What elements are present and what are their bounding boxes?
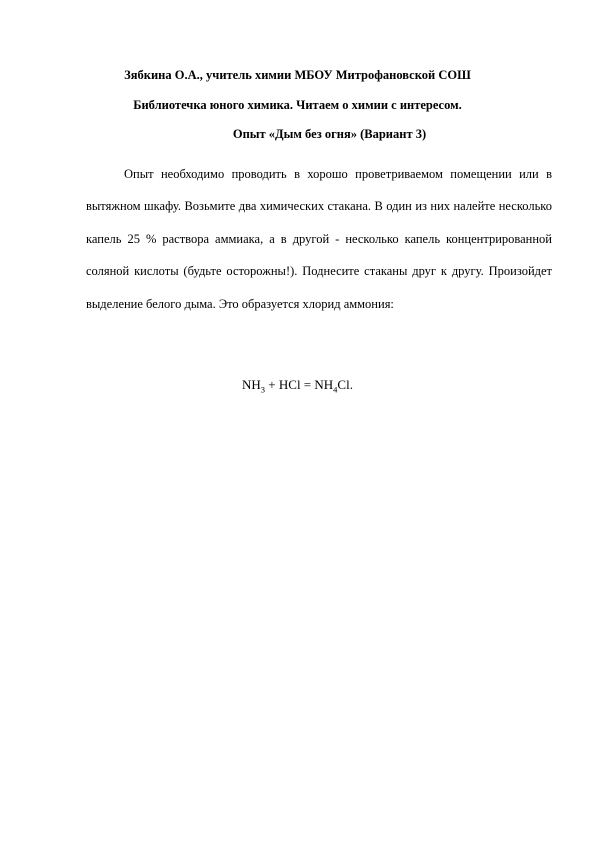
- experiment-title: Опыт «Дым без огня» (Вариант 3): [232, 127, 427, 141]
- author-line: Зябкина О.А., учитель химии МБОУ Митрофановской СОШ: [124, 68, 471, 82]
- equation-end: Cl.: [337, 377, 353, 392]
- equation-middle: + HCl = NH: [265, 377, 334, 392]
- equation-sub-3: 3: [260, 384, 266, 395]
- experiment-description: Опыт необходимо проводить в хорошо проветриваемом помещении или в вытяжном шкафу. Возьмите два химических стакана. В один из них налейте несколько капель 25 % раствора аммиака, а в другой - несколько капель концентрированной соляной кислоты (будьте осторожны!). Поднесите стаканы друг к другу. Произойдет выделение белого дыма. Это образуется хлорид аммония:: [86, 167, 552, 311]
- reaction-equation: [0, 377, 595, 393]
- equation-nh: NH: [242, 377, 261, 392]
- equation-sub-4: 4: [333, 384, 338, 395]
- series-line: Библиотечка юного химика. Читаем о химии с интересом.: [133, 98, 462, 112]
